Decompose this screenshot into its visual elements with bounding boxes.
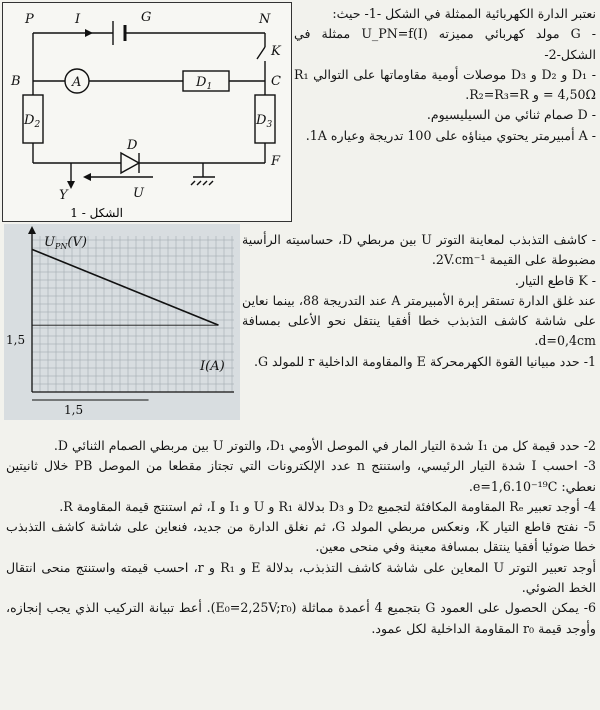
y-axis-label: $U_{PN}(V)$ (44, 235, 87, 251)
node-c: C (271, 74, 281, 89)
node-p: P (25, 12, 34, 27)
paragraph: - K قاطع التيار. (514, 272, 596, 288)
x-tick-label: 1,5 (64, 403, 84, 417)
paragraph: - كاشف التذبذب لمعاينة التوتر U بين مربطي D، حساسيته الرأسية مضبوطة على القيمة 2V.cm⁻¹. (242, 232, 596, 268)
question-6: 6- يمكن الحصول على العمود G بتجميع 4 أعمدة مماثلة (E₀=2,25V;r₀). أعط تبيانة التركيب الذي يجب إنجازه، وأوجد قيمة r₀ المقاومة الداخلية لكل عمود. (6, 600, 597, 636)
intro-text (294, 4, 596, 146)
paragraph: نعتبر الدارة الكهربائية الممثلة في الشكل -1- حيث: (332, 6, 596, 21)
current-label: I (75, 12, 81, 27)
d2-label: $D_2$ (24, 113, 41, 130)
ammeter-label: A (72, 75, 82, 90)
question-5: 5- نفتح قاطع التيار K، ونعكس مربطي المولد G، ثم نغلق الدارة من جديد، فنعاين على شاشة كاشف التذبذب خطا ضوئيا أفقيا ينتقل بمسافة معينة وفي منحى معين. (6, 519, 597, 555)
node-f: F (271, 154, 281, 169)
paragraph: - A أمبيرمتر يحتوي ميناؤه على 100 تدريجة وعياره 1A. (305, 127, 596, 143)
y-axis-arrow (28, 226, 36, 234)
paragraph: - D₁ و D₂ و D₃ موصلات أومية مقاوماتها على التوالي R₁ = 4,50Ω و R₂=R₃=R. (294, 66, 596, 103)
questions-text (6, 436, 596, 639)
series-line-0 (32, 249, 218, 325)
voltage-label: U (133, 186, 144, 201)
node-b: B (11, 74, 21, 89)
question-4: 4- أوجد تعبير Rₑ المقاومة المكافئة لتجميع D₂ و D₃ بدلالة R₁ و U و I₁ و I، ثم استنتج قيمة المقاومة R. (59, 498, 596, 514)
node-y: Y (59, 188, 68, 203)
graph-figure (4, 224, 240, 420)
paragraph: - D صمام ثنائي من السيليسيوم. (426, 107, 596, 123)
diode-label: D (127, 138, 138, 153)
question-2: 2- حدد قيمة كل من I₁ شدة التيار المار في الموصل الأومي D₁، والتوتر U بين مربطي الصمام الثنائي D. (53, 438, 596, 453)
x-axis-label: I(A) (200, 359, 225, 374)
paragraph: عند غلق الدارة تستقر إبرة الأمبيرمتر A عند التدريجة 88، بينما نعاين على شاشة كاشف التذبذب خطا أفقيا ينتقل نحو الأعلى بمسافة d=0,4cm. (242, 292, 596, 349)
question-5-followup: أوجد تعبير التوتر U المعاين على شاشة كاشف التذبذب، بدلالة E و R₁ و r، احسب قيمته واستنتج منحى انتقال الخط الضوئي. (6, 559, 597, 596)
circuit-figure (2, 2, 292, 222)
paragraph: - G مولد كهربائي مميزته U_PN=f(I) ممثلة في الشكل-2- (294, 26, 596, 62)
generator-label: G (141, 10, 152, 25)
y-tick-label: 1,5 (6, 333, 26, 347)
d1-label: $D_1$ (196, 75, 213, 92)
d3-label: $D_3$ (256, 113, 273, 130)
question-1: 1- حدد مبيانيا القوة الكهرمحركة E والمقاومة الداخلية r للمولد G. (253, 353, 596, 369)
node-n: N (259, 12, 271, 27)
node-k: K (271, 44, 281, 59)
question-3: 3- احسب I شدة التيار الرئيسي، واستنتج n عدد الإلكترونات التي تجتاز مقطعا من الموصل PB خلال ثانيتين نعطي: e=1,6.10⁻¹⁹C. (6, 458, 596, 494)
circuit-caption: الشكل - 1 (70, 206, 123, 220)
oscilloscope-text (242, 230, 596, 372)
